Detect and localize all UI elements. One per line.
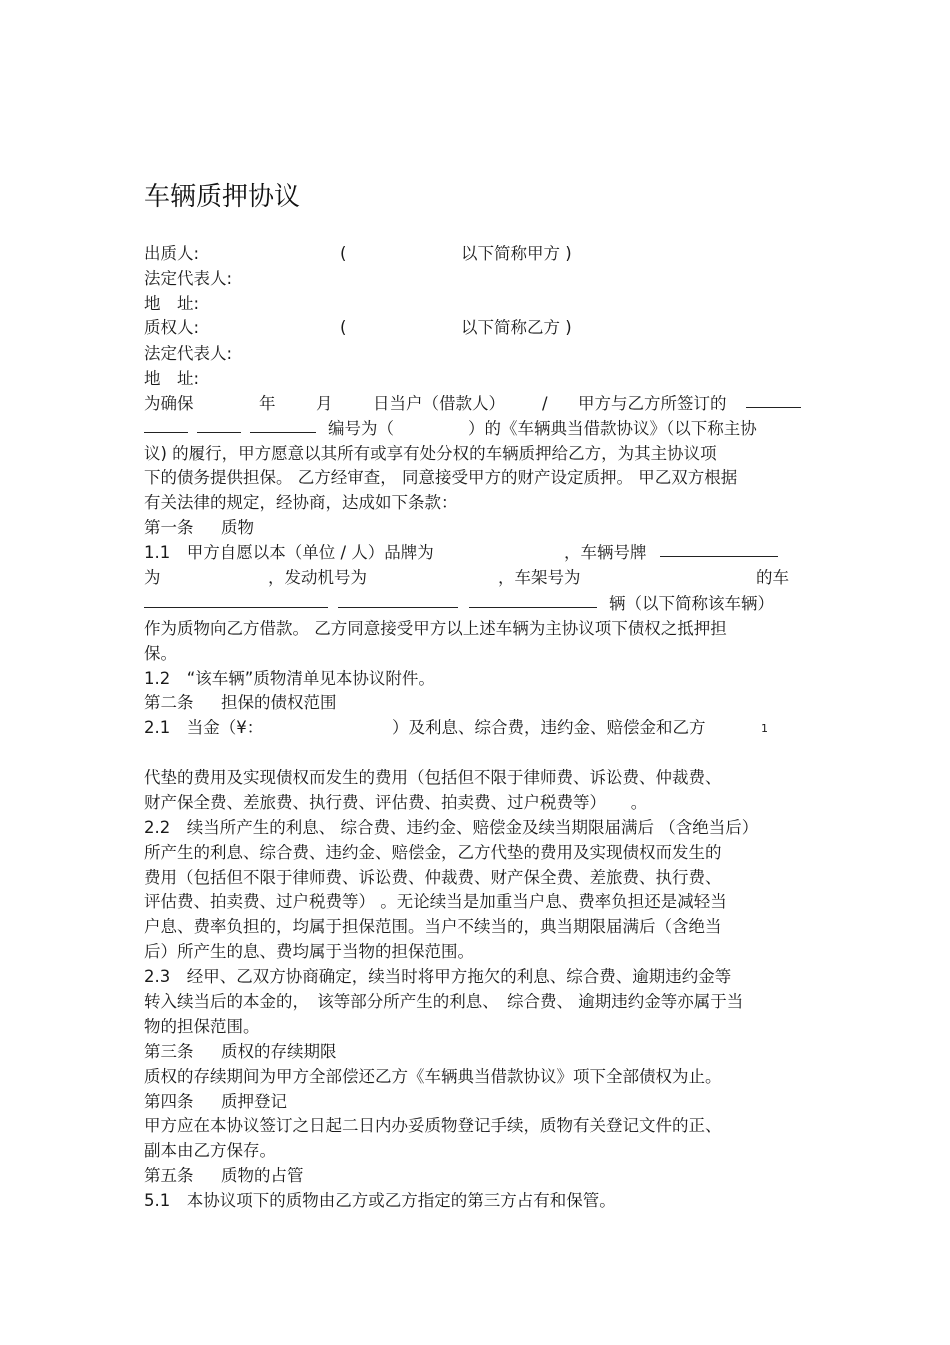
clause-2-2-line-4: 评估费、拍卖费、过户税费等） 。无论续当是加重当户息、费率负担还是减轻当 [144, 892, 727, 911]
pledgor-label: 出质人: [144, 244, 200, 263]
clause-1-1-line-3: 辆（以下简称该车辆） [609, 594, 774, 613]
clause-1-1-line-5: 保。 [144, 644, 177, 663]
clause-text: ）及利息、综合费，违约金、赔偿金和乙方 [392, 718, 706, 737]
blank-underline [144, 432, 188, 433]
clause-text: 为 [144, 568, 161, 587]
article-number: 第二条 [144, 693, 194, 712]
clause-2-3-line-3: 物的担保范围。 [144, 1017, 260, 1036]
clause-text: 1.1 甲方自愿以本（单位 / 人）品牌为 [144, 543, 434, 562]
clause-text: 2.1 当金（¥： [144, 718, 264, 737]
clause-2-2-line-3: 费用（包括但不限于律师费、诉讼费、仲裁费、财产保全费、差旅费、执行费、 [144, 868, 722, 887]
clause-2-3-line-2: 转入续当后的本金的， 该等部分所产生的利息、 综合费、 逾期违约金等亦属于当 [144, 992, 744, 1011]
clause-text: ，车架号为 [498, 568, 581, 587]
pledgee-label: 质权人: [144, 318, 200, 337]
clause-2-2-line-1: 2.2 续当所产生的利息、 综合费、违约金、赔偿金及续当期限届满后 （含绝当后） [144, 818, 759, 837]
article-title: 质物的占管 [221, 1166, 304, 1185]
article-number: 第四条 [144, 1092, 194, 1111]
slash: / [542, 394, 548, 413]
pledgor-alias: 以下简称甲方 ) [461, 244, 572, 263]
article-3-body: 质权的存续期间为甲方全部偿还乙方《车辆典当借款协议》项下全部债权为止。 [144, 1067, 722, 1086]
pledgee-alias: 以下简称乙方 ) [461, 318, 572, 337]
blank-underline [660, 556, 778, 557]
preamble-line-3: 议) 的履行，甲方愿意以其所有或享有处分权的车辆质押给乙方，为其主协议项 [144, 444, 717, 463]
article-4-body-2: 副本由乙方保存。 [144, 1141, 276, 1160]
addr1-label: 地 址: [144, 294, 200, 313]
article-number: 第三条 [144, 1042, 194, 1061]
addr2-label: 地 址: [144, 369, 200, 388]
blank-underline [144, 607, 328, 608]
clause-2-3-line-1: 2.3 经甲、乙双方协商确定，续当时将甲方拖欠的利息、综合费、逾期违约金等 [144, 967, 732, 986]
article-number: 第一条 [144, 518, 194, 537]
month-label: 月 [316, 394, 333, 413]
clause-text: 的车 [756, 568, 789, 587]
article-title: 担保的债权范围 [221, 693, 337, 712]
clause-text: ，车辆号牌 [564, 543, 647, 562]
preamble-text: 编号为（ [328, 419, 394, 438]
clause-1-2: 1.2 “该车辆”质物清单见本协议附件。 [144, 669, 435, 688]
preamble-line-4: 下的债务提供担保。 乙方经审查， 同意接受甲方的财产设定质押。 甲乙双方根据 [144, 468, 738, 487]
clause-5-1: 5.1 本协议项下的质物由乙方或乙方指定的第三方占有和保管。 [144, 1191, 616, 1210]
day-label: 日当户（借款人） [373, 394, 505, 413]
clause-2-1-line-3: 财产保全费、差旅费、执行费、评估费、拍卖费、过户税费等） 。 [144, 793, 648, 812]
page-number: 1 [761, 722, 768, 735]
pledgor-open-paren: ( [340, 244, 347, 263]
preamble-text: 甲方与乙方所签订的 [578, 394, 727, 413]
preamble-line-5: 有关法律的规定，经协商，达成如下条款： [144, 493, 458, 512]
clause-2-2-line-2: 所产生的利息、综合费、违约金、赔偿金，乙方代垫的费用及实现债权而发生的 [144, 843, 722, 862]
rep1-label: 法定代表人: [144, 269, 233, 288]
clause-text: ，发动机号为 [268, 568, 367, 587]
article-title: 质权的存续期限 [221, 1042, 337, 1061]
clause-1-1-line-4: 作为质物向乙方借款。 乙方同意接受甲方以上述车辆为主协议项下债权之抵押担 [144, 619, 727, 638]
pledgee-open-paren: ( [340, 318, 347, 337]
preamble-text: ）的《车辆典当借款协议》（以下称主协 [468, 419, 757, 438]
rep2-label: 法定代表人: [144, 344, 233, 363]
year-label: 年 [259, 394, 276, 413]
clause-2-2-line-5: 户息、费率负担的，均属于担保范围。当户不续当的，典当期限届满后（含绝当 [144, 917, 722, 936]
article-number: 第五条 [144, 1166, 194, 1185]
blank-underline [250, 432, 316, 433]
preamble-text: 为确保 [144, 394, 194, 413]
blank-underline [338, 607, 458, 608]
clause-2-2-line-6: 后）所产生的息、费均属于当物的担保范围。 [144, 942, 474, 961]
article-title: 质物 [221, 518, 254, 537]
blank-underline [469, 607, 597, 608]
clause-2-1-line-2: 代垫的费用及实现债权而发生的费用（包括但不限于律师费、诉讼费、仲裁费、 [144, 768, 722, 787]
blank-underline [197, 432, 241, 433]
blank-underline [746, 407, 801, 408]
document-title: 车辆质押协议 [144, 182, 301, 212]
article-4-body-1: 甲方应在本协议签订之日起二日内办妥质物登记手续，质物有关登记文件的正、 [144, 1116, 722, 1135]
article-title: 质押登记 [221, 1092, 287, 1111]
